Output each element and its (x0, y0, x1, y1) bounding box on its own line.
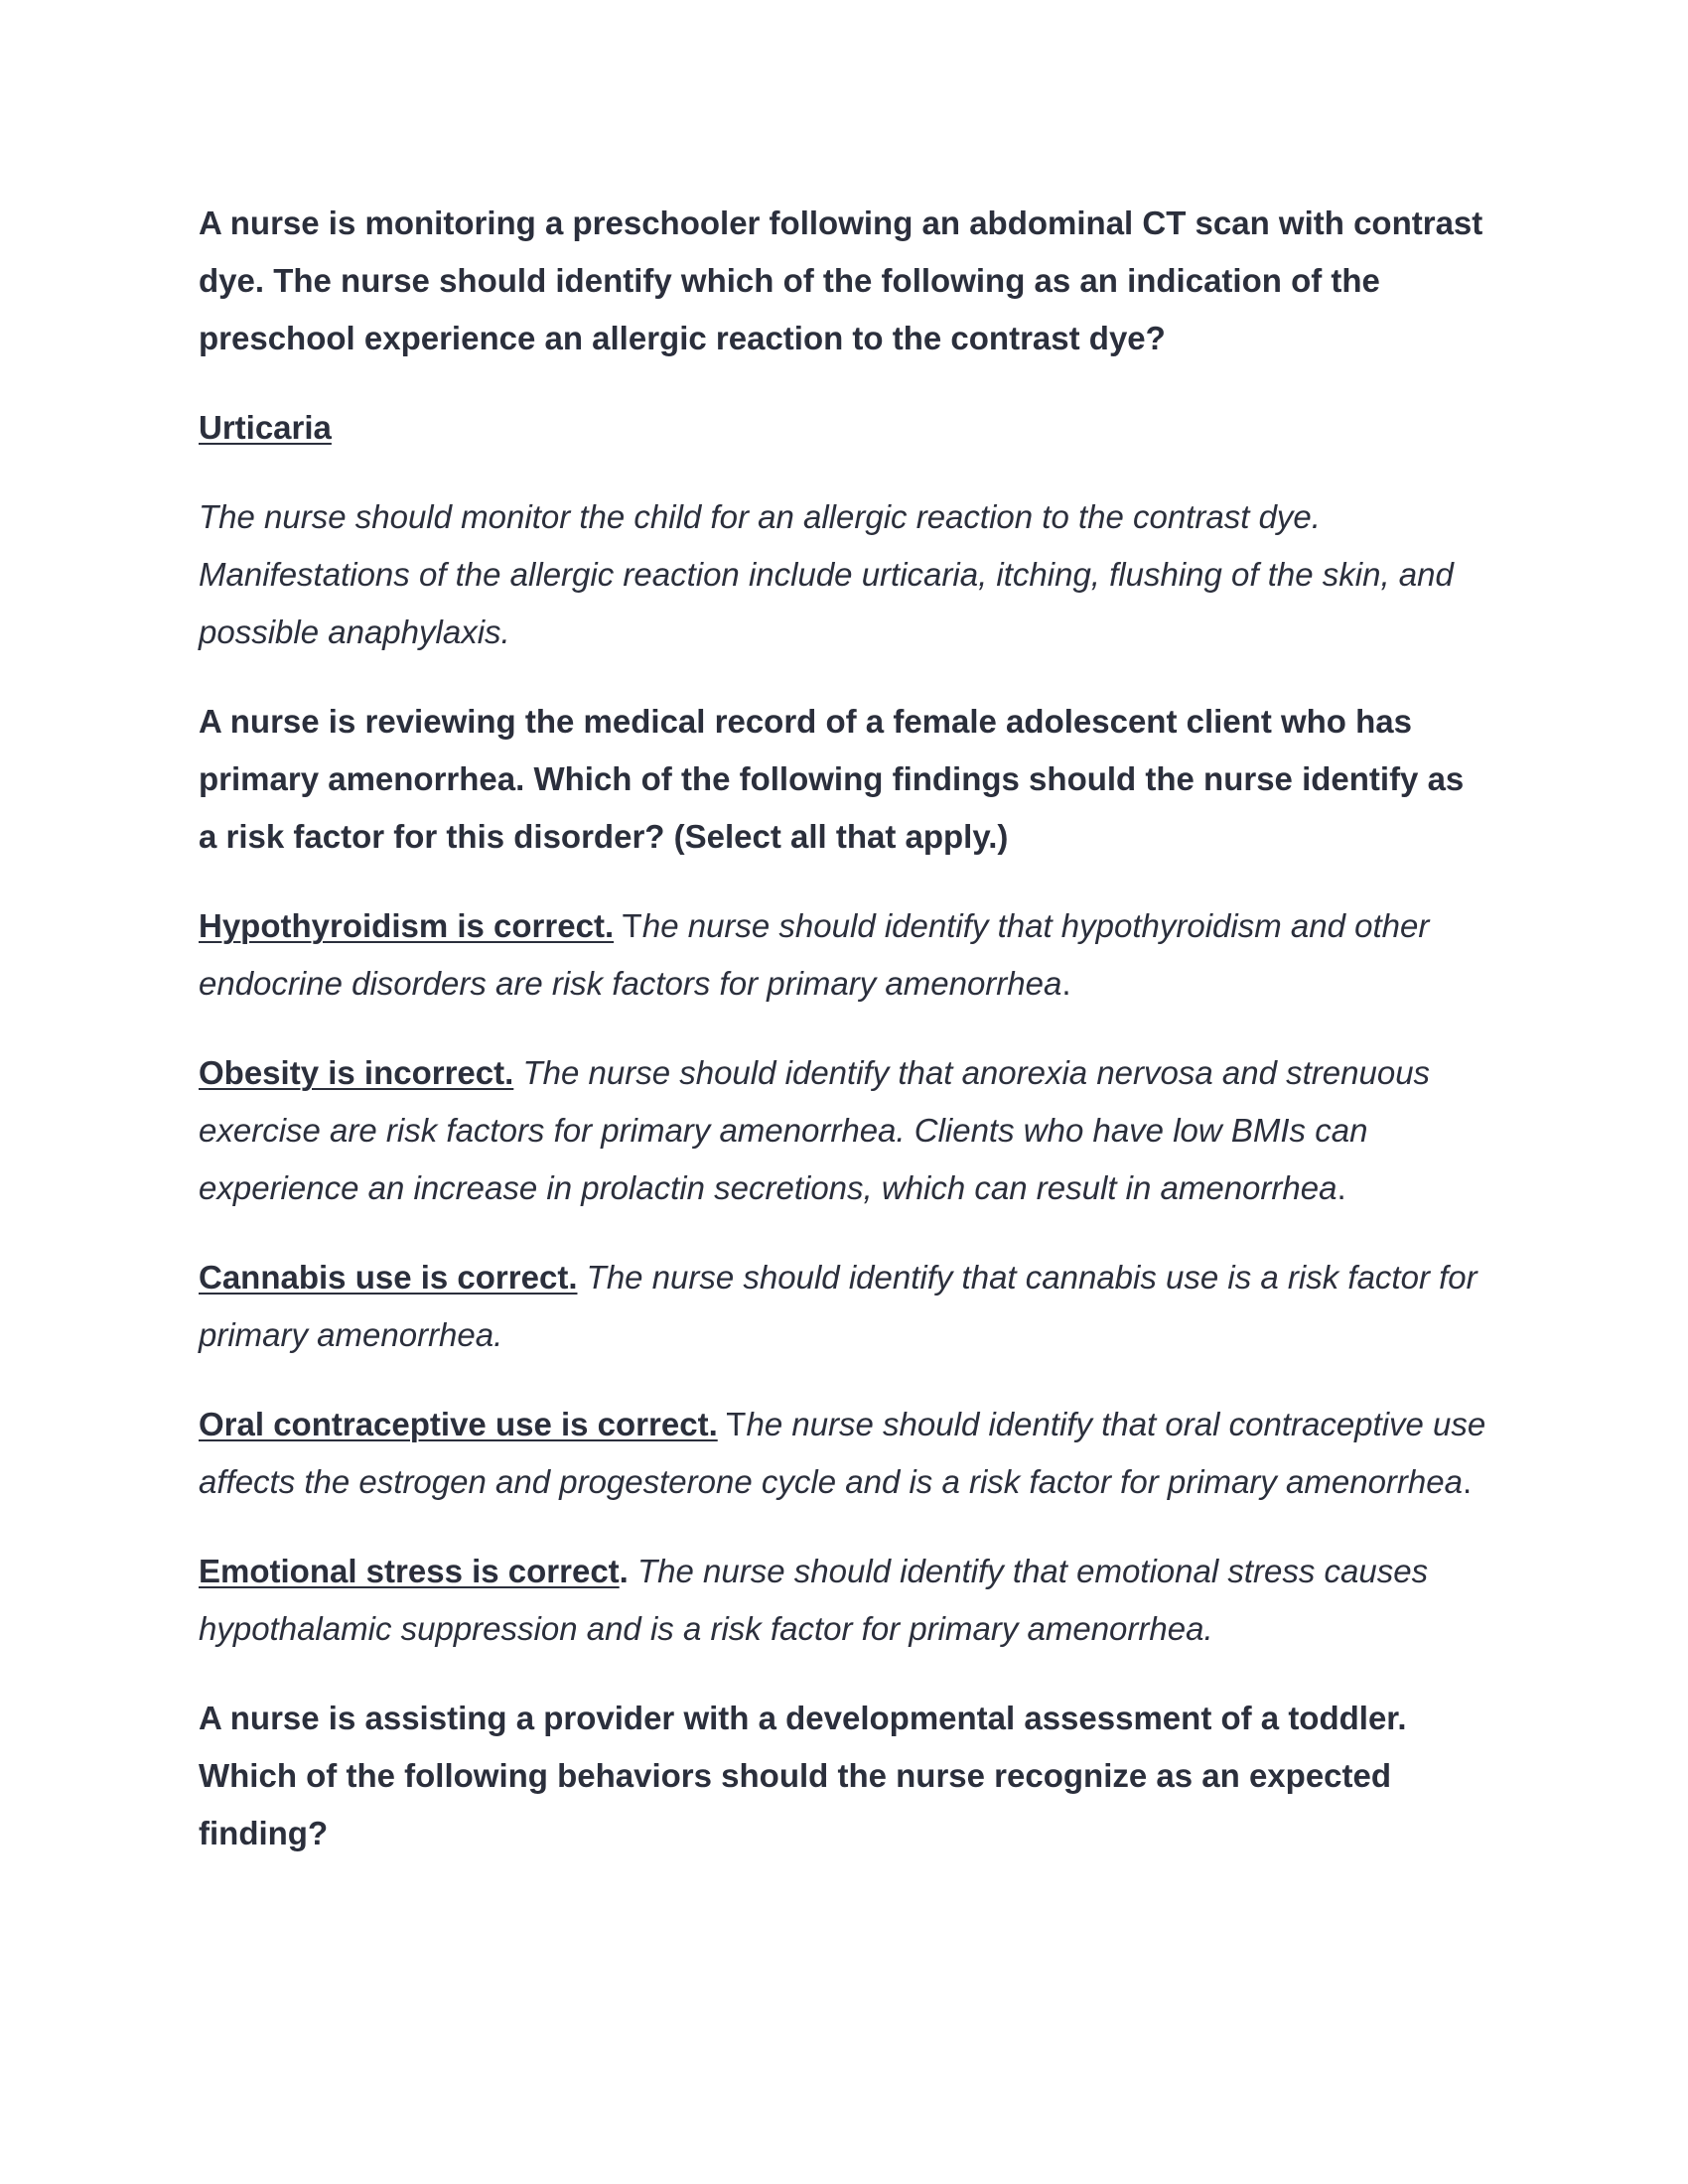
option-rationale: The nurse should identify that cannabis use is a risk factor for primary amenorrhea. (199, 1259, 1477, 1353)
question-1-rationale: The nurse should monitor the child for an allergic reaction to the contrast dye. Manifestations of the allergic reaction include urticaria, itching, flushing of the skin, and possible anaphylaxis. (199, 498, 1454, 650)
option-label: Emotional stress is correct (199, 1553, 620, 1589)
option-label: Obesity is incorrect. (199, 1054, 514, 1091)
option-label: Oral contraceptive use is correct. (199, 1406, 718, 1442)
option-label: Cannabis use is correct. (199, 1259, 578, 1296)
option-tail: . (1462, 1463, 1473, 1500)
option-lead: T (717, 1406, 747, 1442)
option-oral-contraceptive (199, 1396, 1489, 1511)
option-cannabis (199, 1249, 1489, 1364)
answer-label-urticaria: Urticaria (199, 409, 332, 446)
option-rationale: The nurse should identify that anorexia nervosa and strenuous exercise are risk factors for primary amenorrhea. Clients who have low BMIs can experience an increase in prolactin secretions, which can result in amenorrhea (199, 1054, 1431, 1206)
option-lead: . (619, 1553, 638, 1589)
document-page (199, 195, 1489, 1862)
option-hypothyroidism (199, 897, 1489, 1013)
option-lead: T (614, 907, 642, 944)
option-emotional-stress (199, 1543, 1489, 1658)
question-1-answer (199, 399, 1489, 457)
option-lead (577, 1259, 586, 1296)
option-rationale: he nurse should identify that oral contraceptive use affects the estrogen and progesterone cycle and is a risk factor for primary amenorrhea (199, 1406, 1486, 1500)
option-obesity (199, 1044, 1489, 1217)
option-label: Hypothyroidism is correct. (199, 907, 615, 944)
option-rationale: he nurse should identify that hypothyroidism and other endocrine disorders are risk factors for primary amenorrhea (199, 907, 1430, 1002)
question-2: A nurse is reviewing the medical record of a female adolescent client who has primary amenorrhea. Which of the following findings should the nurse identify as a risk factor for this disorder? (Select all that apply.) (199, 703, 1465, 855)
option-rationale: The nurse should identify that emotional stress causes hypothalamic suppression and is a risk factor for primary amenorrhea. (199, 1553, 1429, 1647)
question-1: A nurse is monitoring a preschooler following an abdominal CT scan with contrast dye. The nurse should identify which of the following as an indication of the preschool experience an allergic reaction to the contrast dye? (199, 205, 1483, 356)
option-tail: . (1061, 965, 1071, 1002)
option-tail: . (1336, 1169, 1346, 1206)
question-3: A nurse is assisting a provider with a developmental assessment of a toddler. Which of the following behaviors should the nurse recognize as an expected finding? (199, 1700, 1407, 1851)
